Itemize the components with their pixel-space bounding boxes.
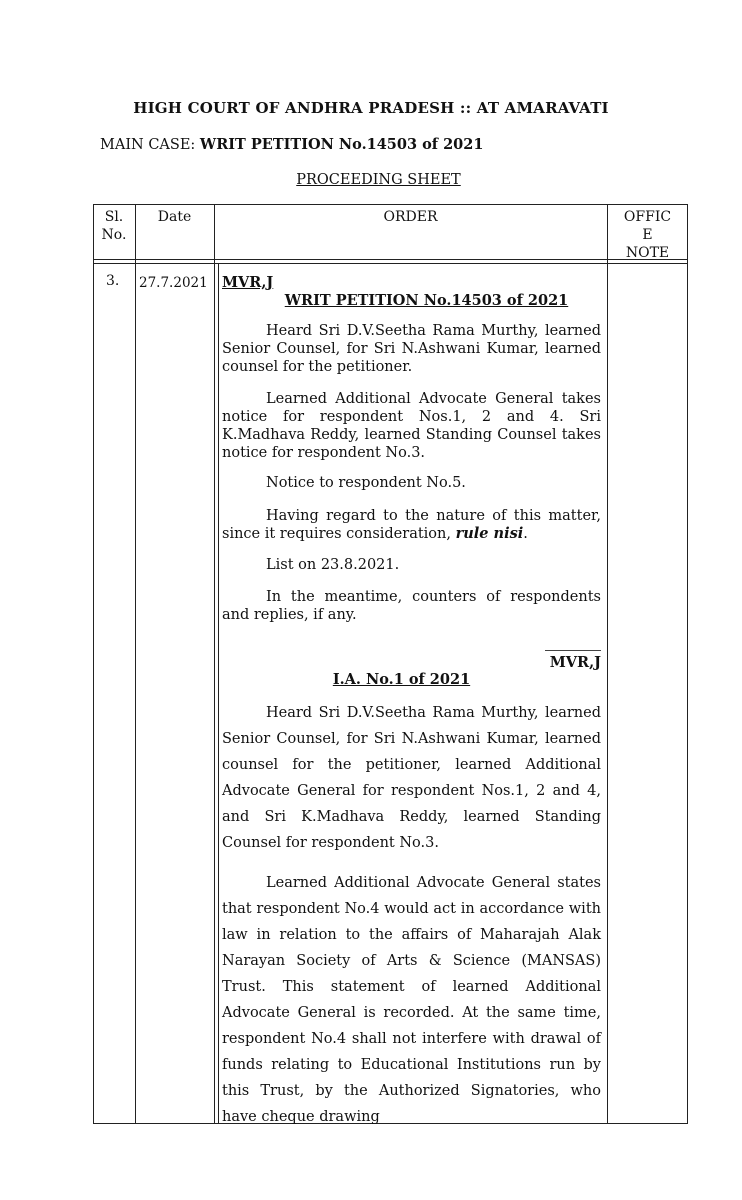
column-divider-order-inner bbox=[218, 263, 219, 1124]
header-row-divider-2 bbox=[93, 263, 688, 264]
order-paragraph-4 bbox=[222, 507, 601, 543]
header-office-note-line3: NOTE bbox=[625, 245, 670, 261]
order-paragraph-2: Learned Additional Advocate General takes notice for respondent Nos.1, 2 and 4. Sri K.Madhava Reddy, learned Standing Counsel takes notice for respondent No.3. bbox=[222, 391, 601, 461]
header-sl-no-line1: Sl. bbox=[104, 209, 124, 225]
order-paragraph-3: Notice to respondent No.5. bbox=[266, 475, 466, 491]
column-divider-order bbox=[214, 204, 215, 1124]
case-heading bbox=[222, 292, 601, 309]
header-sl-no bbox=[93, 208, 135, 244]
ia-paragraph-2: Learned Additional Advocate General states that respondent No.4 would act in accordance with law in relation to the affairs of Maharajah Alak Narayan Society of Arts & Science (MANSAS) Trust. This statement of learned Additional Advocate General is recorded. At the same time, respondent No.4 shall not interfere with drawal of funds relating to Educational Institutions run by this Trust, by the Authorized Signatories, who have cheque drawing bbox=[222, 875, 601, 1125]
proceeding-sheet-title: PROCEEDING SHEET bbox=[296, 172, 461, 188]
order-paragraph-1: Heard Sri D.V.Seetha Rama Murthy, learned Senior Counsel, for Sri N.Ashwani Kumar, learned counsel for the petitioner. bbox=[222, 323, 601, 375]
header-office-note-line1: OFFIC bbox=[623, 209, 672, 225]
header-office-note-line2: E bbox=[642, 227, 653, 243]
ia-heading bbox=[222, 671, 601, 688]
row-sl-no: 3. bbox=[106, 273, 120, 289]
main-case-value: WRIT PETITION No.14503 of 2021 bbox=[199, 136, 484, 153]
ia-heading-text: I.A. No.1 of 2021 bbox=[332, 671, 471, 688]
case-heading-text: WRIT PETITION No.14503 of 2021 bbox=[284, 292, 569, 309]
order-paragraph-5: List on 23.8.2021. bbox=[266, 557, 400, 573]
column-divider-date bbox=[135, 204, 136, 1124]
order-paragraph-4-end: . bbox=[523, 526, 528, 542]
order-paragraph-4-start: Having regard to the nature of this matter, since it requires consideration, bbox=[222, 508, 601, 542]
signature: MVR,J bbox=[549, 654, 601, 671]
ia-paragraph-1: Heard Sri D.V.Seetha Rama Murthy, learned Senior Counsel, for Sri N.Ashwani Kumar, learned counsel for the petitioner, learned Additional Advocate General for respondent Nos.1, 2 and 4, and Sri K.Madhava Reddy, learned Standing Counsel for respondent No.3. bbox=[222, 705, 601, 851]
court-title: HIGH COURT OF ANDHRA PRADESH :: AT AMARAVATI bbox=[133, 99, 609, 117]
signature-line bbox=[545, 650, 601, 651]
header-row-divider-1 bbox=[93, 259, 688, 260]
row-date: 27.7.2021 bbox=[139, 275, 208, 291]
judge-initials: MVR,J bbox=[222, 274, 274, 291]
column-divider-office-note bbox=[607, 204, 608, 1124]
header-date: Date bbox=[157, 209, 192, 225]
main-case-line bbox=[100, 136, 483, 153]
main-case-label: MAIN CASE: bbox=[100, 137, 200, 153]
header-office-note bbox=[607, 208, 688, 262]
header-sl-no-line2: No. bbox=[101, 227, 127, 243]
rule-nisi-text: rule nisi bbox=[455, 525, 524, 542]
order-paragraph-6: In the meantime, counters of respondents and replies, if any. bbox=[222, 589, 601, 623]
header-order: ORDER bbox=[383, 209, 438, 225]
